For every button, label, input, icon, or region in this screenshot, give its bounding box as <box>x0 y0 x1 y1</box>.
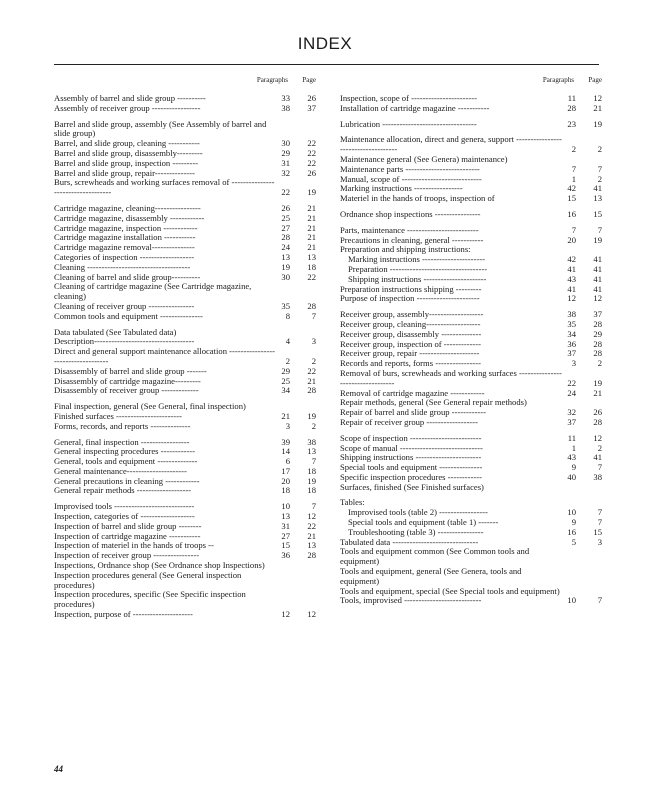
entry-paragraph: 1 <box>571 442 576 453</box>
entry-text: General precautions in cleaning ------------ <box>54 475 200 486</box>
entry-text: General inspecting procedures ------------ <box>54 446 196 457</box>
index-entry <box>340 135 602 155</box>
entry-text: Finished surfaces ----------------------- <box>54 410 182 421</box>
entry-text: Description----------------------------------- <box>54 336 195 347</box>
entry-page: 41 <box>593 452 602 463</box>
entry-paragraph: 39 <box>281 436 290 447</box>
entry-text: Receiver group, repair --------------------- <box>340 348 480 359</box>
entry-paragraph: 3 <box>285 420 290 431</box>
entry-page: 2 <box>597 358 602 369</box>
entry-page: 28 <box>593 416 602 427</box>
entry-paragraph: 32 <box>281 167 290 178</box>
entry-page: 7 <box>597 462 602 473</box>
entry-page: 7 <box>597 507 602 518</box>
entry-paragraph: 20 <box>281 475 290 486</box>
entry-page: 7 <box>597 163 602 174</box>
entry-paragraph: 34 <box>567 328 576 339</box>
entry-text: Barrel and slide group, assembly (See Assembly of barrel and slide group) <box>54 118 267 139</box>
entry-page: 12 <box>593 93 602 103</box>
entry-text: Marking instructions ----------------- <box>340 183 463 194</box>
entry-text: Direct and general support maintenance allocation ----------------------------------- <box>54 346 275 366</box>
entry-paragraph: 12 <box>567 293 576 304</box>
index-entry <box>340 104 602 114</box>
entry-paragraph: 30 <box>281 271 290 282</box>
entry-page: 21 <box>307 242 316 253</box>
entry-text: Tools, improvised --------------------------- <box>340 595 482 606</box>
entry-paragraph: 19 <box>281 261 290 272</box>
entry-text: Common tools and equipment --------------- <box>54 310 203 321</box>
entry-text: Inspection, categories of ------------------- <box>54 511 195 522</box>
entry-page: 13 <box>593 193 602 204</box>
entry-text: Categories of inspection ------------------- <box>54 251 195 262</box>
entry-page: 22 <box>307 157 316 168</box>
index-entry <box>340 418 602 428</box>
entry-paragraph: 4 <box>285 336 290 347</box>
entry-text: Lubrication --------------------------------- <box>340 118 477 129</box>
entry-paragraph: 24 <box>567 387 576 398</box>
index-entry <box>340 596 602 606</box>
title-rule <box>54 64 599 65</box>
entry-page: 2 <box>311 420 316 431</box>
entry-paragraph: 6 <box>285 456 290 467</box>
entry-page: 38 <box>593 471 602 482</box>
entry-page: 15 <box>593 526 602 537</box>
entry-page: 22 <box>307 138 316 149</box>
entry-text: Tools and equipment, special (See Special tools and equipment) <box>340 585 560 596</box>
entry-text: Assembly of barrel and slide group ---------- <box>54 93 206 103</box>
entry-page: 22 <box>307 365 316 376</box>
entry-paragraph: 7 <box>571 224 576 235</box>
entry-paragraph: 10 <box>281 501 290 512</box>
entry-page: 28 <box>593 318 602 329</box>
entry-paragraph: 3 <box>571 358 576 369</box>
page-header: Page <box>302 76 316 84</box>
entry-paragraph: 16 <box>567 526 576 537</box>
paragraphs-header: Paragraphs <box>542 76 574 84</box>
entry-page: 26 <box>307 93 316 103</box>
entry-text: Tools and equipment common (See Common tools and equipment) <box>340 546 530 567</box>
entry-paragraph: 25 <box>281 212 290 223</box>
entry-text: General repair methods ------------------- <box>54 485 192 496</box>
entry-page: 13 <box>307 446 316 457</box>
entry-page: 41 <box>593 283 602 294</box>
entry-paragraph: 16 <box>567 208 576 219</box>
entry-text: Barrel and slide group, repair-------------- <box>54 167 195 178</box>
entry-paragraph: 29 <box>281 147 290 158</box>
entry-page: 2 <box>597 173 602 184</box>
entry-paragraph: 9 <box>571 462 576 473</box>
entry-text: Barrel and slide group, disassembly--------- <box>54 147 203 158</box>
entry-paragraph: 37 <box>567 348 576 359</box>
entry-paragraph: 42 <box>567 183 576 194</box>
entry-paragraph: 18 <box>281 485 290 496</box>
entry-text: Preparation and shipping instructions: <box>340 244 471 255</box>
entry-text: Materiel in the hands of troops, inspection of <box>340 193 495 204</box>
entry-text: Special tools and equipment (table 1) ------- <box>348 517 499 528</box>
index-entry <box>54 104 316 114</box>
entry-paragraph: 34 <box>281 385 290 396</box>
entry-page: 41 <box>593 273 602 284</box>
entry-paragraph: 15 <box>281 540 290 551</box>
entry-paragraph: 21 <box>281 410 290 421</box>
entry-page: 18 <box>307 465 316 476</box>
entry-page: 13 <box>307 540 316 551</box>
entry-page: 19 <box>593 234 602 245</box>
index-entry <box>54 422 316 432</box>
entry-page: 19 <box>307 475 316 486</box>
entry-page: 3 <box>597 536 602 547</box>
entry-page: 19 <box>307 410 316 421</box>
entry-page: 41 <box>593 254 602 265</box>
entry-text: Maintenance allocation, direct and genera, support ------------------------------------ <box>340 134 562 155</box>
index-entry <box>340 210 602 220</box>
entry-text: Final inspection, general (See General, final inspection) <box>54 401 246 412</box>
entry-paragraph: 32 <box>567 407 576 418</box>
entry-paragraph: 27 <box>281 530 290 541</box>
entry-page: 28 <box>307 385 316 396</box>
entry-paragraph: 2 <box>285 355 290 366</box>
entry-text: Inspections, Ordnance shop (See Ordnance shop Inspections) <box>54 560 265 571</box>
entry-page: 18 <box>307 261 316 272</box>
column-headers <box>340 74 602 94</box>
entry-paragraph: 11 <box>567 93 576 103</box>
entry-paragraph: 35 <box>281 300 290 311</box>
entry-page: 41 <box>593 263 602 274</box>
entry-paragraph: 5 <box>571 536 576 547</box>
index-entry <box>340 194 602 204</box>
entry-paragraph: 29 <box>281 365 290 376</box>
entry-paragraph: 38 <box>567 309 576 320</box>
entry-page: 21 <box>307 202 316 213</box>
entry-page: 7 <box>597 224 602 235</box>
entry-paragraph: 28 <box>567 102 576 113</box>
entry-text: Cleaning of receiver group ---------------- <box>54 300 195 311</box>
entry-text: Cartridge magazine, disassembly ------------ <box>54 212 205 223</box>
entry-text: Cartridge magazine installation ----------- <box>54 232 196 243</box>
entry-text: General maintenance--------------------- <box>54 465 187 476</box>
index-entry <box>340 547 602 567</box>
entry-text: Installation of cartridge magazine ----------- <box>340 102 490 113</box>
entry-paragraph: 43 <box>567 273 576 284</box>
entry-text: General, final inspection ----------------- <box>54 436 190 447</box>
entry-text: Precautions in cleaning, general ----------- <box>340 234 484 245</box>
entry-paragraph: 22 <box>281 187 290 198</box>
entry-page: 7 <box>597 595 602 606</box>
entry-text: Inspection of receiver group ---------------- <box>54 550 200 561</box>
entry-paragraph: 26 <box>281 202 290 213</box>
entry-page: 26 <box>593 407 602 418</box>
page-number: 44 <box>54 764 63 774</box>
entry-paragraph: 12 <box>281 609 290 620</box>
entry-text: Burs, screwheads and working surfaces removal of ----------------------------------- <box>54 177 275 198</box>
column-headers <box>54 74 316 94</box>
entry-paragraph: 8 <box>285 310 290 321</box>
index-column-left <box>54 74 316 620</box>
entry-text: Barrel and slide group, inspection --------- <box>54 157 199 168</box>
entry-page: 21 <box>593 102 602 113</box>
entry-page: 26 <box>307 167 316 178</box>
entry-paragraph: 42 <box>567 254 576 265</box>
index-entry <box>340 369 602 389</box>
entry-page: 28 <box>593 348 602 359</box>
entry-text: Repair of barrel and slide group ------------ <box>340 407 487 418</box>
entry-paragraph: 27 <box>281 222 290 233</box>
entry-page: 28 <box>307 550 316 561</box>
entry-page: 28 <box>593 338 602 349</box>
entry-text: Records and reports, forms ---------------- <box>340 358 482 369</box>
entry-page: 41 <box>593 183 602 194</box>
index-entry <box>54 178 316 198</box>
entry-page: 15 <box>593 208 602 219</box>
entry-text: Inspection of barrel and slide group -------- <box>54 520 202 531</box>
entry-paragraph: 10 <box>567 507 576 518</box>
entry-text: Tabulated data ------------------------------ <box>340 536 479 547</box>
entry-page: 37 <box>307 102 316 113</box>
entry-paragraph: 43 <box>567 452 576 463</box>
entry-page: 28 <box>307 300 316 311</box>
entry-paragraph: 36 <box>567 338 576 349</box>
entry-paragraph: 15 <box>567 193 576 204</box>
entry-text: Preparation instructions shipping --------- <box>340 283 482 294</box>
entry-text: Tools and equipment, general (See Genera, tools and equipment) <box>340 566 522 586</box>
entry-page: 2 <box>311 355 316 366</box>
entry-paragraph: 13 <box>281 251 290 262</box>
entry-page: 22 <box>307 520 316 531</box>
entry-page: 21 <box>307 212 316 223</box>
entry-text: Assembly of receiver group ----------------- <box>54 102 201 113</box>
index-entries-right <box>340 94 602 606</box>
entry-text: Cleaning of barrel and slide group---------- <box>54 271 201 282</box>
index-entry <box>54 120 316 140</box>
entry-paragraph: 14 <box>281 446 290 457</box>
entry-text: Scope of manual ----------------------------- <box>340 442 483 453</box>
entry-page: 21 <box>307 232 316 243</box>
index-entry <box>340 120 602 130</box>
index-entry <box>54 610 316 620</box>
page-title: INDEX <box>297 34 353 53</box>
index-entry <box>54 590 316 610</box>
entry-text: Cartridge magazine, inspection ------------ <box>54 222 198 233</box>
entry-paragraph: 20 <box>567 234 576 245</box>
entry-page: 21 <box>307 530 316 541</box>
entry-paragraph: 33 <box>281 93 290 103</box>
entry-text: Shipping instructions ---------------------- <box>348 273 487 284</box>
entry-page: 21 <box>307 375 316 386</box>
entry-page: 7 <box>597 517 602 528</box>
entry-paragraph: 28 <box>281 232 290 243</box>
entry-paragraph: 17 <box>281 465 290 476</box>
entry-text: Repair of receiver group ------------------ <box>340 416 478 427</box>
entry-paragraph: 35 <box>567 318 576 329</box>
entry-page: 7 <box>311 456 316 467</box>
entry-page: 12 <box>307 511 316 522</box>
entry-page: 19 <box>593 377 602 388</box>
entry-text: Repair methods, general (See General repair methods) <box>340 397 527 408</box>
entry-text: Shipping instructions ----------------------- <box>340 452 482 463</box>
entry-text: Cleaning of cartridge magazine (See Cartridge magazine, cleaning) <box>54 281 252 302</box>
index-entry <box>340 483 602 493</box>
entry-text: Manual, scope of ---------------------------- <box>340 173 482 184</box>
entry-text: Disassembly of receiver group ------------- <box>54 385 199 396</box>
entry-text: Purpose of inspection ---------------------- <box>340 293 480 304</box>
entry-paragraph: 31 <box>281 157 290 168</box>
entry-paragraph: 31 <box>281 520 290 531</box>
entry-text: Inspection of cartridge magazine ----------- <box>54 530 201 541</box>
entry-paragraph: 7 <box>571 163 576 174</box>
entry-paragraph: 2 <box>571 144 576 155</box>
entry-text: Receiver group, assembly------------------- <box>340 309 484 320</box>
entry-text: Maintenance parts -------------------------- <box>340 163 480 174</box>
entry-text: Barrel, and slide group, cleaning ----------- <box>54 138 200 149</box>
index-entries-left <box>54 94 316 620</box>
entry-page: 29 <box>593 328 602 339</box>
entry-text: Inspection procedures, specific (See Specific inspection procedures) <box>54 589 246 610</box>
entry-paragraph: 30 <box>281 138 290 149</box>
page-header: Page <box>588 76 602 84</box>
entry-text: Receiver group, cleaning------------------- <box>340 318 481 329</box>
index-entry <box>54 486 316 496</box>
entry-text: Removal of burs, screwheads and working surfaces ---------------------------------- <box>340 367 562 388</box>
entry-text: Forms, records, and reports -------------- <box>54 420 191 431</box>
entry-text: Improvised tools ---------------------------- <box>54 501 195 512</box>
entry-text: Inspection of materiel in the hands of troops -- <box>54 540 214 551</box>
entry-paragraph: 41 <box>567 283 576 294</box>
index-entry <box>54 571 316 591</box>
entry-text: Surfaces, finished (See Finished surfaces) <box>340 481 484 492</box>
entry-paragraph: 23 <box>567 118 576 129</box>
entry-text: Inspection, scope of ----------------------- <box>340 93 477 103</box>
index-entry <box>340 294 602 304</box>
entry-page: 37 <box>593 309 602 320</box>
entry-page: 12 <box>593 293 602 304</box>
entry-text: Marking instructions ---------------------- <box>348 254 485 265</box>
entry-text: Disassembly of cartridge magazine--------- <box>54 375 201 386</box>
entry-page: 21 <box>593 387 602 398</box>
entry-text: Inspection procedures general (See General inspection procedures) <box>54 569 242 590</box>
entry-text: Maintenance general (See Genera) maintenance) <box>340 153 508 164</box>
index-entry <box>54 386 316 396</box>
entry-text: Receiver group, disassembly -------------- <box>340 328 482 339</box>
entry-text: Cartridge magazine removal--------------- <box>54 242 195 253</box>
index-entry <box>54 347 316 367</box>
entry-text: Ordnance shop inspections ---------------- <box>340 208 481 219</box>
entry-paragraph: 40 <box>567 471 576 482</box>
entry-page: 2 <box>597 442 602 453</box>
entry-text: Inspection, purpose of --------------------- <box>54 609 193 620</box>
entry-page: 3 <box>311 336 316 347</box>
entry-text: Removal of cartridge magazine ------------ <box>340 387 485 398</box>
entry-page: 2 <box>597 144 602 155</box>
entry-page: 38 <box>307 436 316 447</box>
entry-text: Parts, maintenance ------------------------- <box>340 224 479 235</box>
entry-text: Troubleshooting (table 3) ---------------- <box>348 526 484 537</box>
entry-page: 12 <box>593 432 602 443</box>
entry-text: Special tools and equipment --------------- <box>340 462 483 473</box>
entry-text: Cartridge magazine, cleaning---------------- <box>54 202 201 213</box>
entry-paragraph: 11 <box>567 432 576 443</box>
entry-page: 13 <box>307 251 316 262</box>
entry-text: Tables: <box>340 497 365 508</box>
entry-text: Scope of inspection ------------------------- <box>340 432 482 443</box>
entry-text: Cleaning ------------------------------------ <box>54 261 191 272</box>
index-entry <box>54 282 316 302</box>
paragraphs-header: Paragraphs <box>256 76 288 84</box>
index-column-right <box>340 74 602 606</box>
entry-paragraph: 36 <box>281 550 290 561</box>
entry-page: 7 <box>311 501 316 512</box>
entry-paragraph: 1 <box>571 173 576 184</box>
entry-paragraph: 41 <box>567 263 576 274</box>
entry-text: Receiver group, inspection of ------------- <box>340 338 482 349</box>
entry-paragraph: 38 <box>281 102 290 113</box>
entry-page: 21 <box>307 222 316 233</box>
entry-page: 19 <box>307 187 316 198</box>
entry-text: Disassembly of barrel and slide group ------- <box>54 365 207 376</box>
entry-page: 22 <box>307 271 316 282</box>
entry-paragraph: 24 <box>281 242 290 253</box>
entry-page: 7 <box>311 310 316 321</box>
entry-paragraph: 10 <box>567 595 576 606</box>
entry-text: Specific inspection procedures ------------ <box>340 471 482 482</box>
entry-paragraph: 9 <box>571 517 576 528</box>
entry-paragraph: 22 <box>567 377 576 388</box>
entry-text: Data tabulated (See Tabulated data) <box>54 326 177 337</box>
entry-paragraph: 37 <box>567 416 576 427</box>
entry-text: Preparation ---------------------------------- <box>348 263 488 274</box>
entry-page: 19 <box>593 118 602 129</box>
entry-page: 12 <box>307 609 316 620</box>
entry-paragraph: 25 <box>281 375 290 386</box>
entry-text: Improvised tools (table 2) ----------------- <box>348 507 488 518</box>
entry-page: 22 <box>307 147 316 158</box>
index-entry <box>54 312 316 322</box>
entry-paragraph: 13 <box>281 511 290 522</box>
index-entry <box>340 567 602 587</box>
entry-page: 18 <box>307 485 316 496</box>
entry-text: General, tools and equipment -------------- <box>54 456 198 467</box>
